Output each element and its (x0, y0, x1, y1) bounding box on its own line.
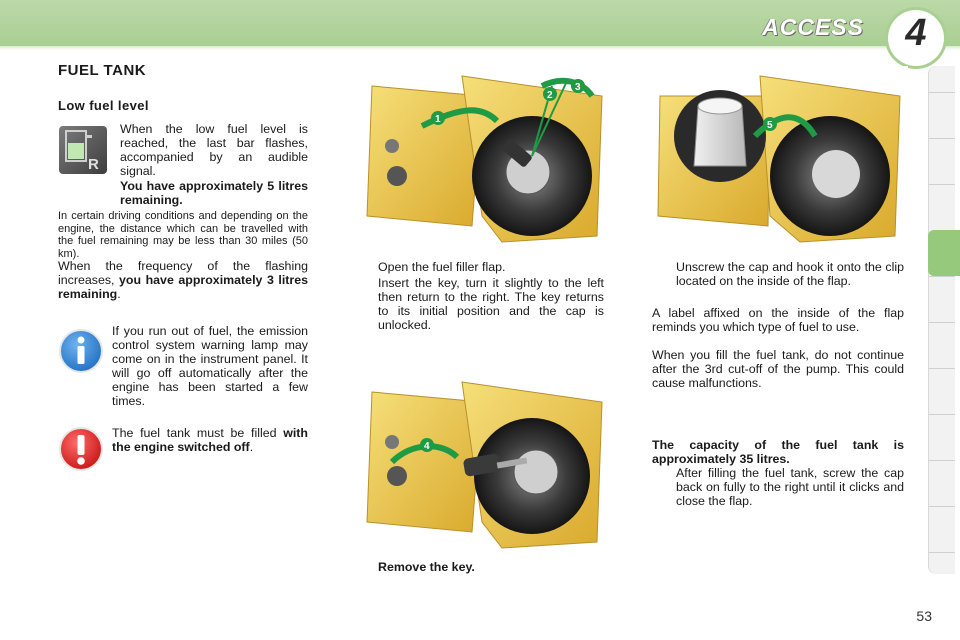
tab-divider (929, 138, 955, 139)
frequency-bold: you have approximately 3 litres remaining (58, 273, 308, 301)
section-title: FUEL TANK (58, 62, 147, 79)
arrow-label: 1 (435, 114, 441, 125)
page-number: 53 (916, 608, 932, 624)
info-icon (58, 328, 104, 374)
arrow-label: 2 (547, 90, 553, 101)
tab-divider (929, 506, 955, 507)
gauge-letter: R (88, 156, 99, 173)
step-insert-key: Insert the key, turn it slightly to the left then return to the right. The key returns to its initial position and the cap is unlocked. (378, 276, 604, 332)
filler-flap-key-illustration (352, 66, 612, 246)
fuel-gauge-icon (58, 125, 108, 175)
step-open-flap: Open the fuel filler flap. (378, 260, 506, 274)
subsection-title: Low fuel level (58, 98, 149, 113)
arrow-label: 5 (767, 120, 773, 131)
frequency-end: . (117, 287, 121, 301)
tab-divider (929, 552, 955, 553)
conditions-text: In certain driving conditions and depending on the engine, the distance which can be travelled with the fuel remaining may be less than 30 miles (50 km). (58, 210, 308, 260)
tab-divider (929, 460, 955, 461)
fuel-label-text: A label affixed on the inside of the flap reminds you which type of fuel to use. (652, 306, 904, 334)
arrow-label: 4 (424, 441, 430, 452)
capacity-note: The capacity of the fuel tank is approximately 35 litres. (652, 438, 904, 466)
fill-warning-text: When you fill the fuel tank, do not continue after the 3rd cut-off of the pump. This could cause malfunctions. (652, 348, 904, 390)
unscrew-cap-illustration (650, 66, 908, 246)
info-text-top: If you run out of fuel, the emission control system warning lamp may come on in the instrument panel. It will go off automatically after the engine has been started a few times. (112, 324, 308, 408)
frequency-text: When the frequency of the flashing increases, (58, 259, 308, 287)
tab-divider (929, 276, 955, 277)
remove-key-illustration (352, 372, 612, 550)
warning-end: . (249, 440, 254, 454)
warning-text: The fuel tank must be filled (112, 426, 277, 440)
tab-divider (929, 368, 955, 369)
remaining-note: You have approximately 5 litres remaining. (120, 179, 308, 207)
warning-icon (58, 426, 104, 472)
tab-divider (929, 184, 955, 185)
chapter-number: 4 (905, 12, 927, 54)
warning-bold: with the engine switched off (112, 426, 308, 454)
tab-divider (929, 414, 955, 415)
step-unscrew-cap: Unscrew the cap and hook it onto the clip located on the inside of the flap. (676, 260, 904, 288)
header-shadow (0, 46, 960, 50)
chapter-tab-strip[interactable] (928, 66, 955, 574)
chapter-title: ACCESS (762, 14, 864, 40)
low-fuel-text: When the low fuel level is reached, the last bar flashes, accompanied by an audible signal. (120, 122, 308, 178)
frequency-paragraph (58, 259, 308, 301)
active-chapter-tab[interactable] (928, 230, 960, 276)
arrow-label: 3 (575, 82, 581, 93)
tab-divider (929, 92, 955, 93)
tab-divider (929, 322, 955, 323)
info-text-bottom (58, 380, 308, 408)
warning-paragraph (112, 426, 308, 454)
step-remove-key: Remove the key. (378, 560, 475, 574)
step-close-flap: After filling the fuel tank, screw the cap back on fully to the right until it clicks and close the flap. (676, 466, 904, 508)
